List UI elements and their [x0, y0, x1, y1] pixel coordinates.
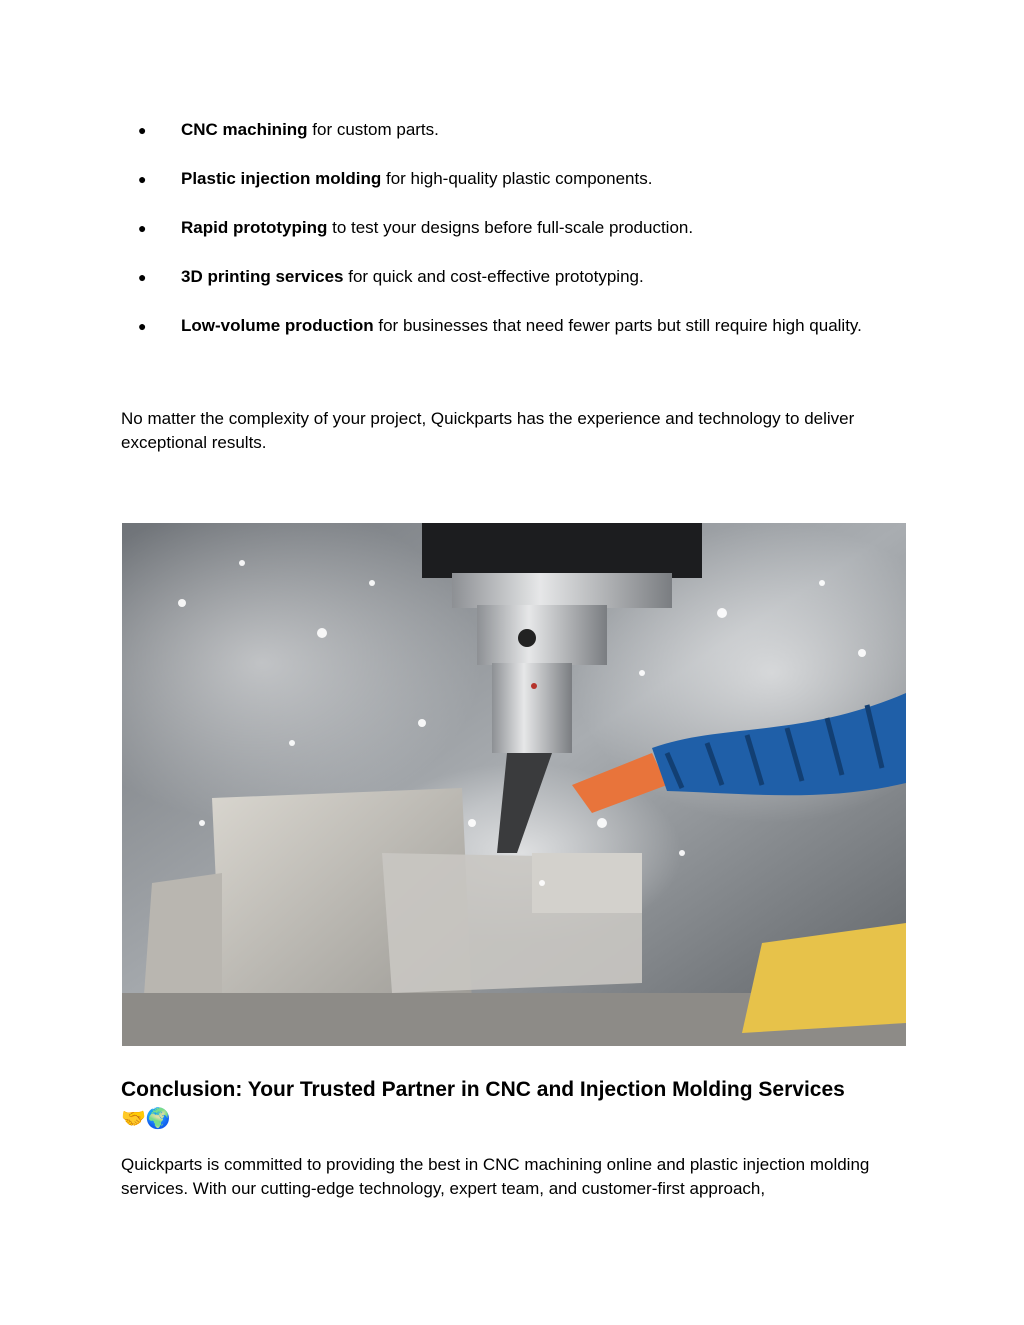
conclusion-heading: [121, 1076, 921, 1133]
conclusion-paragraph: Quickparts is committed to providing the best in CNC machining online and plastic injection molding services. With our cutting-edge technology, expert team, and customer-first approach,: [121, 1155, 870, 1198]
bullet-icon: ●: [138, 220, 147, 236]
list-item: [121, 216, 901, 240]
item-text: for businesses that need fewer parts but still require high quality.: [373, 316, 862, 335]
heading-text: Conclusion: Your Trusted Partner in CNC and Injection Molding Services: [121, 1078, 845, 1101]
bullet-icon: ●: [138, 171, 147, 187]
list-item: [121, 167, 901, 191]
item-bold: Rapid prototyping: [181, 218, 328, 237]
item-bold: Low-volume production: [181, 316, 374, 335]
item-bold: CNC machining: [181, 120, 308, 139]
bullet-icon: ●: [138, 122, 147, 138]
list-item: [121, 118, 901, 142]
list-item: [121, 314, 901, 338]
item-text: for high-quality plastic components.: [381, 169, 653, 188]
bullet-icon: ●: [138, 318, 147, 334]
item-text: to test your designs before full-scale production.: [327, 218, 694, 237]
list-item: [121, 265, 901, 289]
service-list: [121, 118, 901, 363]
item-text: for custom parts.: [307, 120, 439, 139]
item-bold: 3D printing services: [181, 267, 344, 286]
item-text: for quick and cost-effective prototyping.: [343, 267, 644, 286]
item-bold: Plastic injection molding: [181, 169, 382, 188]
handshake-globe-icon: 🤝🌍: [121, 1106, 171, 1130]
bullet-icon: ●: [138, 269, 147, 285]
intro-paragraph: No matter the complexity of your project, Quickparts has the experience and technology to deliver exceptional results.: [121, 409, 855, 452]
cnc-milling-photo: [122, 523, 906, 1046]
